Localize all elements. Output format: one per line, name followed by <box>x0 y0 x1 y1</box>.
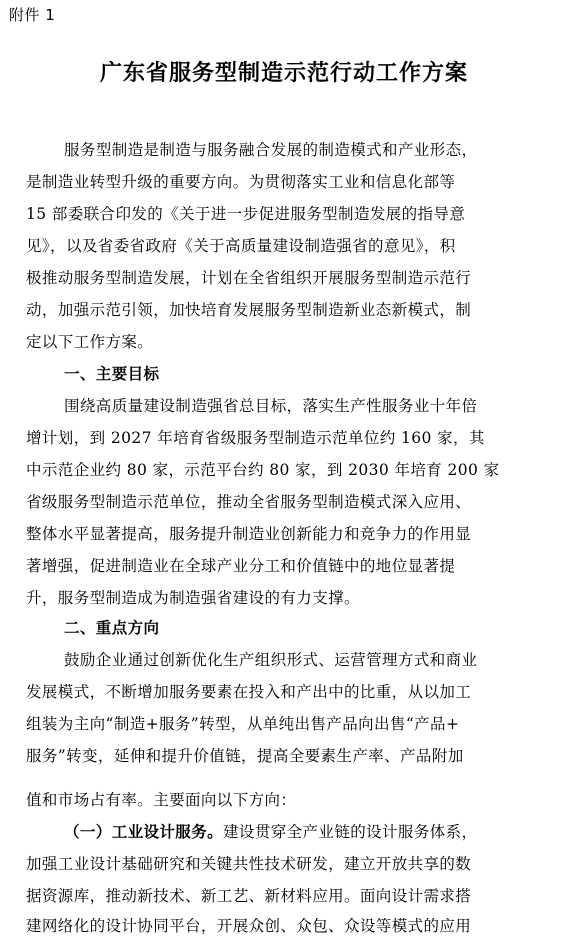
section-heading-goals: 一、主要目标 <box>64 365 160 383</box>
directions-line: 服务”转变，延伸和提升价值链，提高全要素生产率、产品附加 <box>26 747 464 765</box>
goals-line: 升，服务型制造成为制造强省建设的有力支撑。 <box>26 589 360 607</box>
item-line: 据资源库，推动新技术、新工艺、新材料应用。面向设计需求搭 <box>26 887 472 905</box>
item-label: （一）工业设计服务。 <box>64 822 224 841</box>
goals-line: 著增强，促进制造业在全球产业分工和价值链中的地位显著提 <box>26 557 456 575</box>
goals-line: 省级服务型制造示范单位，推动全省服务型制造模式深入应用、 <box>26 493 472 511</box>
section-heading-directions: 二、重点方向 <box>64 619 160 637</box>
intro-line: 极推动服务型制造发展，计划在全省组织开展服务型制造示范行 <box>26 269 472 287</box>
item-line: 加强工业设计基础研究和关键共性技术研发，建立开放共享的数 <box>26 855 472 873</box>
directions-line: 值和市场占有率。主要面向以下方向： <box>26 791 297 809</box>
attachment-label: 附件 1 <box>9 6 56 24</box>
document-title: 广东省服务型制造示范行动工作方案 <box>99 61 468 86</box>
item-industrial-design <box>64 822 540 842</box>
goals-line: 中示范企业约 80 家，示范平台约 80 家，到 2030 年培育 200 家 <box>26 461 500 479</box>
goals-line: 围绕高质量建设制造强省总目标，落实生产性服务业十年倍 <box>64 397 478 415</box>
item-line: 建网络化的设计协同平台，开展众创、众包、众设等模式的应用 <box>26 917 472 935</box>
goals-line: 整体水平显著提高，服务提升制造业创新能力和竞争力的作用显 <box>26 525 472 543</box>
intro-line: 服务型制造是制造与服务融合发展的制造模式和产业形态， <box>64 141 478 159</box>
goals-line: 增计划，到 2027 年培育省级服务型制造示范单位约 160 家，其 <box>26 429 485 447</box>
intro-line: 15 部委联合印发的《关于进一步促进服务型制造发展的指导意 <box>26 205 466 223</box>
directions-line: 组装为主向“制造+服务”转型，从单纯出售产品向出售“产品+ <box>26 715 460 733</box>
item-text: 建设贯穿全产业链的设计服务体系， <box>223 823 478 841</box>
intro-line: 动，加强示范引领，加快培育发展服务型制造新业态新模式，制 <box>26 301 472 319</box>
intro-line: 定以下工作方案。 <box>26 333 154 351</box>
intro-line: 是制造业转型升级的重要方向。为贯彻落实工业和信息化部等 <box>26 173 456 191</box>
directions-line: 发展模式，不断增加服务要素在投入和产出中的比重，从以加工 <box>26 683 472 701</box>
intro-line: 见》，以及省委省政府《关于高质量建设制造强省的意见》，积 <box>26 237 456 255</box>
directions-line: 鼓励企业通过创新优化生产组织形式、运营管理方式和商业 <box>64 651 478 669</box>
